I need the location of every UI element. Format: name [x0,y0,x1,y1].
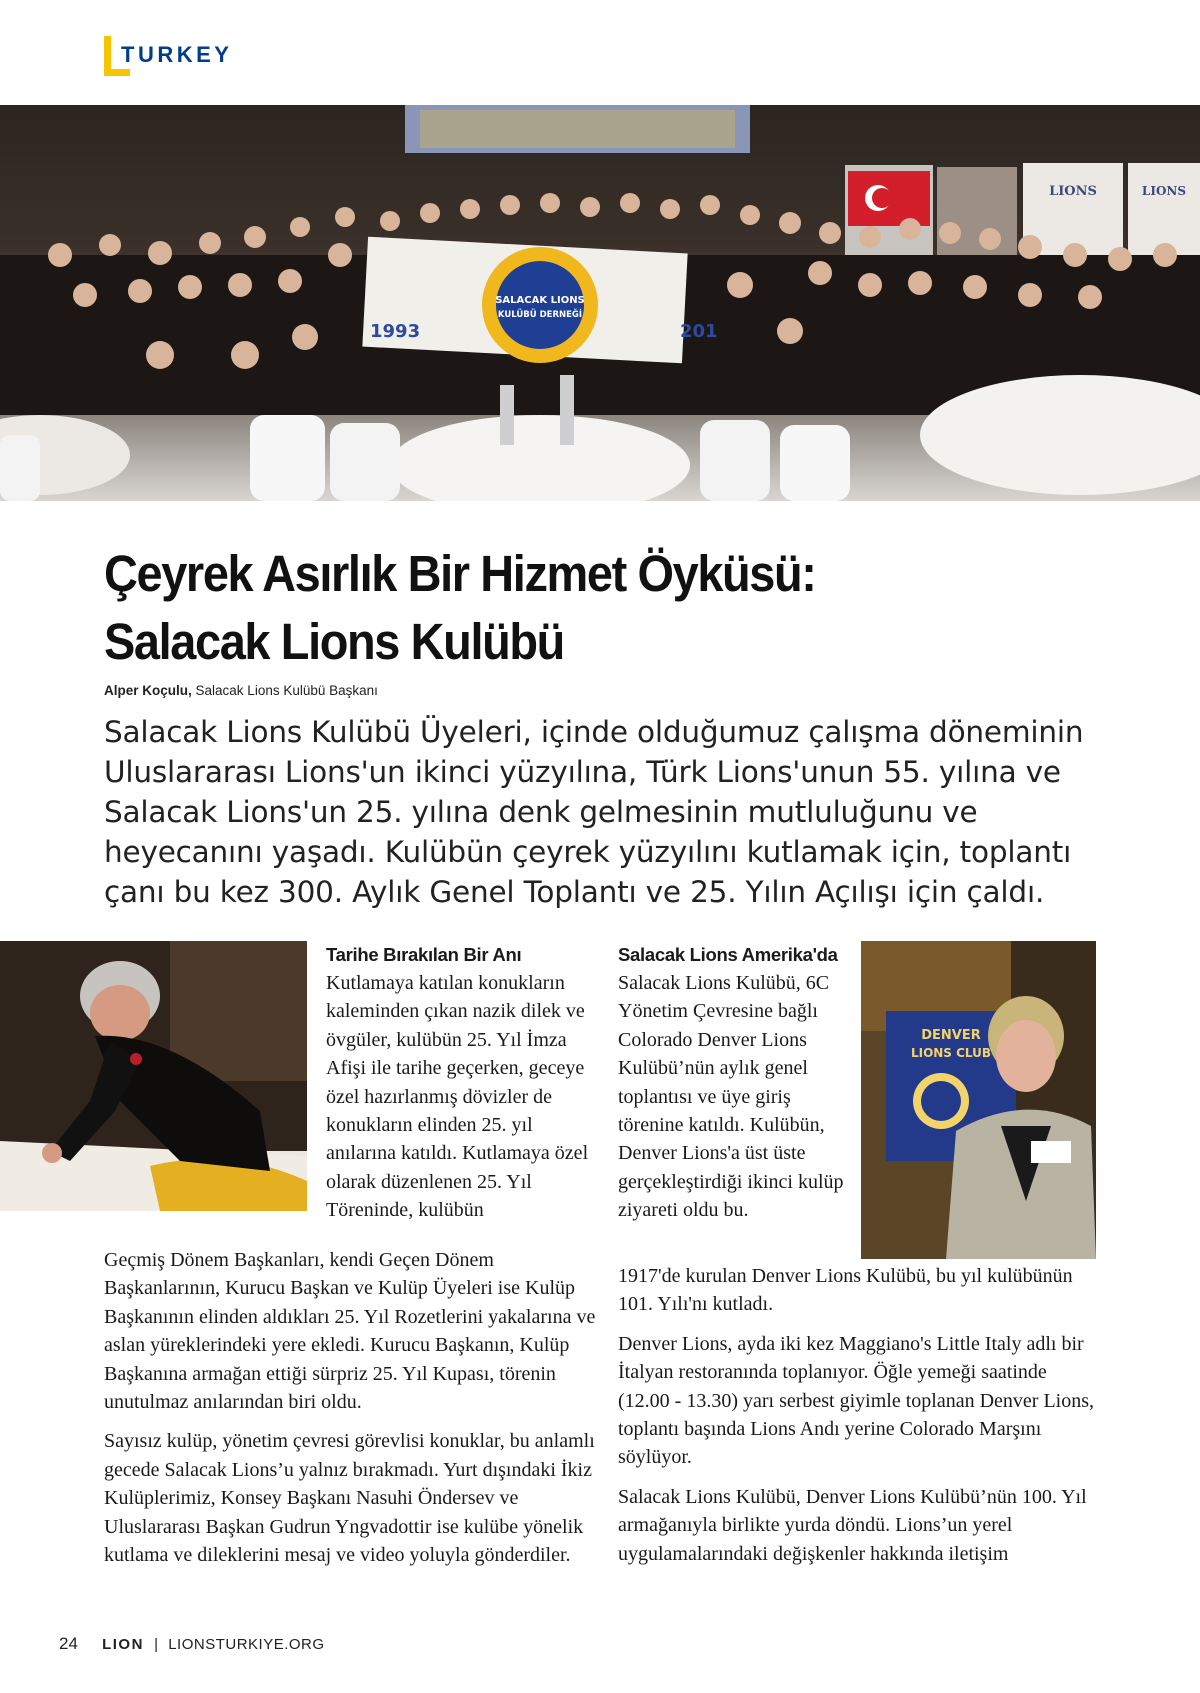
flag-text-2: LIONS [1141,184,1187,198]
banner-year-right: 201 [680,321,718,342]
left-paragraph-2: Sayısız kulüp, yönetim çevresi görevlisi konuklar, bu anlamlı gecede Salacak Lions’u yalnız bırakmadı. Yurt dışındaki İkiz Kulüplerimiz, Konsey Başkanı Nasuhi Öndersev ve Uluslararası Başkan Gudrun Yngvadottir ise kulübe yönelik kutlama ve dileklerini mesaj ve video yoluyla gönderdiler. [104,1430,595,1567]
right-column-bottom [618,1262,1098,1579]
banner-year-left: 1993 [370,321,421,342]
page-number: 24 [59,1634,78,1653]
page-footer [59,1634,325,1654]
article-title [104,540,1024,676]
signing-photo [0,941,307,1211]
hero-group-photo [0,105,1200,501]
byline [104,683,378,698]
left-paragraph-1-start: Kutlamaya katılan konukların kaleminden çıkan nazik dilek ve övgüler, kulübün 25. Yıl İmza Afişi ile tarihe geçerken, geceye özel hazırlanmış dövizler de konukların elinden 25. yıl anılarına katıldı. Kutlamaya özel olarak düzenlenen 25. Yıl Töreninde, kulübün [326,972,589,1222]
subhead-left: Tarihe Bırakılan Bir Anı [326,944,522,965]
right-column-top [618,941,848,1225]
title-line-2: Salacak Lions Kulübü [104,613,564,670]
flag-text-1: LIONS [1049,184,1097,199]
section-label: TURKEY [121,42,233,67]
website-link[interactable]: LIONSTURKIYE.ORG [168,1636,325,1653]
banner-line-1: SALACAK LIONS [495,295,585,306]
lede-paragraph: Salacak Lions Kulübü Üyeleri, içinde olduğumuz çalışma döneminin Uluslararası Lions'un ikinci yüzyılına, Türk Lions'unun 55. yılına ve Salacak Lions'un 25. yılına denk gelmesinin mutluluğunu ve heyecanını yaşadı. Kulübün çeyrek yüzyılını kutlamak için, toplantı çanı bu kez 300. Aylık Genel Toplantı ve 25. Yılın Açılışı için çaldı. [104,715,1084,909]
right-paragraph-1: Salacak Lions Kulübü, 6C Yönetim Çevresine bağlı Colorado Denver Lions Kulübü’nün aylık genel toplantısı ve üye giriş törenine katıldı. Kulübün, Denver Lions'a üst üste gerçekleştirdiği ikinci kulüp ziyareti oldu bu. [618,972,844,1222]
author-role: Salacak Lions Kulübü Başkanı [195,683,378,698]
right-paragraph-3: Denver Lions, ayda iki kez Maggiano's Little Italy adlı bir İtalyan restoranında toplanıyor. Öğle yemeği saatinde (12.00 - 13.30) yarı serbest giyimle toplanan Denver Lions, toplantı başında Lions Andı yerine Colorado Marşını söylüyor. [618,1332,1094,1469]
right-paragraph-4: Salacak Lions Kulübü, Denver Lions Kulübü’nün 100. Yıl armağanıyla birlikte yurda döndü. Lions’un yerel uygulamalarındaki değişkenler hakkında iletişim [618,1485,1087,1565]
denver-banner-1: DENVER [921,1028,981,1043]
subhead-right: Salacak Lions Amerika'da [618,944,838,965]
magazine-name: LION [102,1636,144,1653]
denver-photo [861,941,1096,1259]
banner-line-2: KULÜBÜ DERNEĞİ [497,310,583,320]
section-header [104,36,304,76]
left-column-bottom [104,1246,604,1580]
title-line-1: Çeyrek Asırlık Bir Hizmet Öyküsü: [104,545,816,602]
left-column-top [326,941,596,1225]
author-name: Alper Koçulu, [104,683,192,698]
denver-banner-2: LIONS CLUB [910,1046,992,1060]
left-paragraph-1-end: Geçmiş Dönem Başkanları, kendi Geçen Dönem Başkanlarının, Kurucu Başkan ve Kulüp Üyeleri ise Kulüp Başkanının elinden aldıkları 25. Yıl Rozetlerini yakalarına ve aslan yüreklerindeki yere ekledi. Kurucu Başkanın, Kulüp Başkanına armağan ettiği sürpriz 25. Yıl Kupası, törenin unutulmaz anılarından biri oldu. [104,1249,596,1414]
footer-separator: | [154,1636,159,1653]
right-paragraph-2: 1917'de kurulan Denver Lions Kulübü, bu yıl kulübünün 101. Yılı'nı kutladı. [618,1265,1073,1316]
